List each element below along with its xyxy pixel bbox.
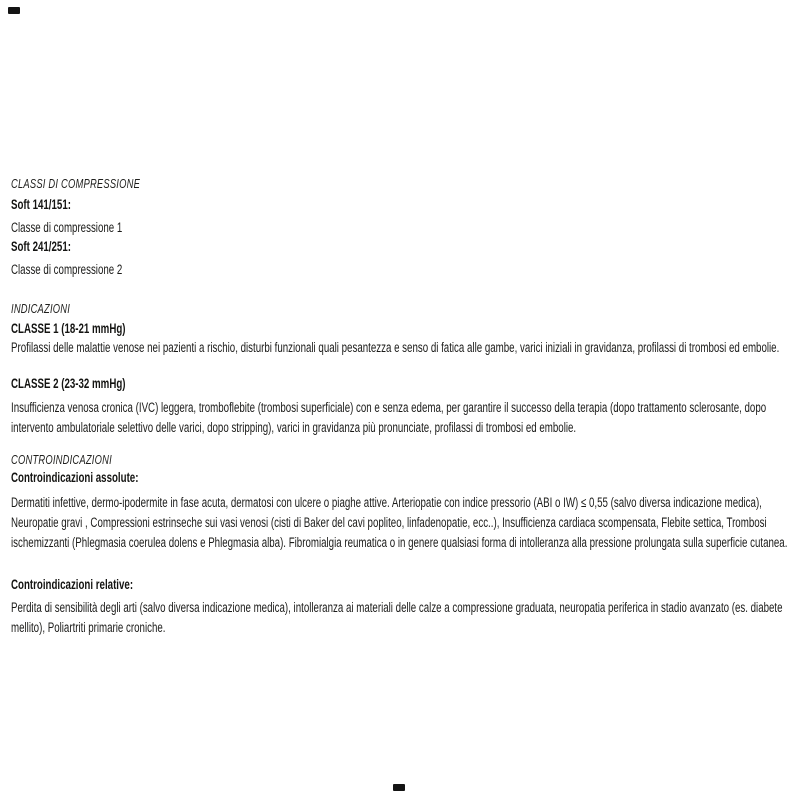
absolute-contraindications-title: Controindicazioni assolute: [11, 470, 139, 485]
top-left-mark-icon [8, 7, 20, 14]
contraindications-heading: CONTROINDICAZIONI [11, 452, 112, 467]
soft-141-151-value: Classe di compressione 1 [11, 220, 123, 235]
class-1-title: CLASSE 1 (18-21 mmHg) [11, 321, 126, 336]
relative-contraindications-title: Controindicazioni relative: [11, 577, 134, 592]
class-2-title: CLASSE 2 (23-32 mmHg) [11, 376, 126, 391]
soft-241-251-label: Soft 241/251: [11, 239, 71, 254]
compression-classes-heading: CLASSI DI COMPRESSIONE [11, 176, 141, 191]
bottom-center-mark-icon [393, 784, 405, 791]
class-2-text: Insufficienza venosa cronica (IVC) leggera, tromboflebite (trombosi superficiale) con e senza edema, per garantire il successo della terapia (dopo trattamento sclerosante, dopo intervento ambulatoriale selettivo delle varici, dopo stripping), varici in gravidanza più pronunciate, profilassi di trombosi ed embolie. [11, 400, 767, 435]
indications-heading: INDICAZIONI [11, 301, 71, 316]
absolute-contraindications-text: Dermatiti infettive, dermo-ipodermite in fase acuta, dermatosi con ulcere o piaghe attive. Arteriopatie con indice pressorio (ABI o IW) ≤ 0,55 (salvo diversa indicazione medica), Neuropatie gravi , Compressioni estrinseche sui vasi venosi (cisti di Baker del cavi popliteo, linfadenopatie, ecc..), Insufficienza cardiaca scompensata, Flebite settica, Trombosi ischemizzanti (Phlegmasia coerulea dolens e Phlegmasia alba). Fibromialgia reumatica o in genere qualsiasi forma di intolleranza alla pressione prolungata sulla superficie cutanea. [11, 495, 788, 550]
soft-241-251-value: Classe di compressione 2 [11, 262, 123, 277]
class-1-text: Profilassi delle malattie venose nei pazienti a rischio, disturbi funzionali quali pesantezza e senso di fatica alle gambe, varici iniziali in gravidanza, profilassi di trombosi ed embolie. [11, 340, 780, 355]
relative-contraindications-text: Perdita di sensibilità degli arti (salvo diversa indicazione medica), intolleranza ai materiali delle calze a compressione graduata, neuropatia periferica in stadio avanzato (es. diabete mellito), Poliartriti primarie croniche. [11, 600, 783, 635]
soft-141-151-label: Soft 141/151: [11, 197, 71, 212]
